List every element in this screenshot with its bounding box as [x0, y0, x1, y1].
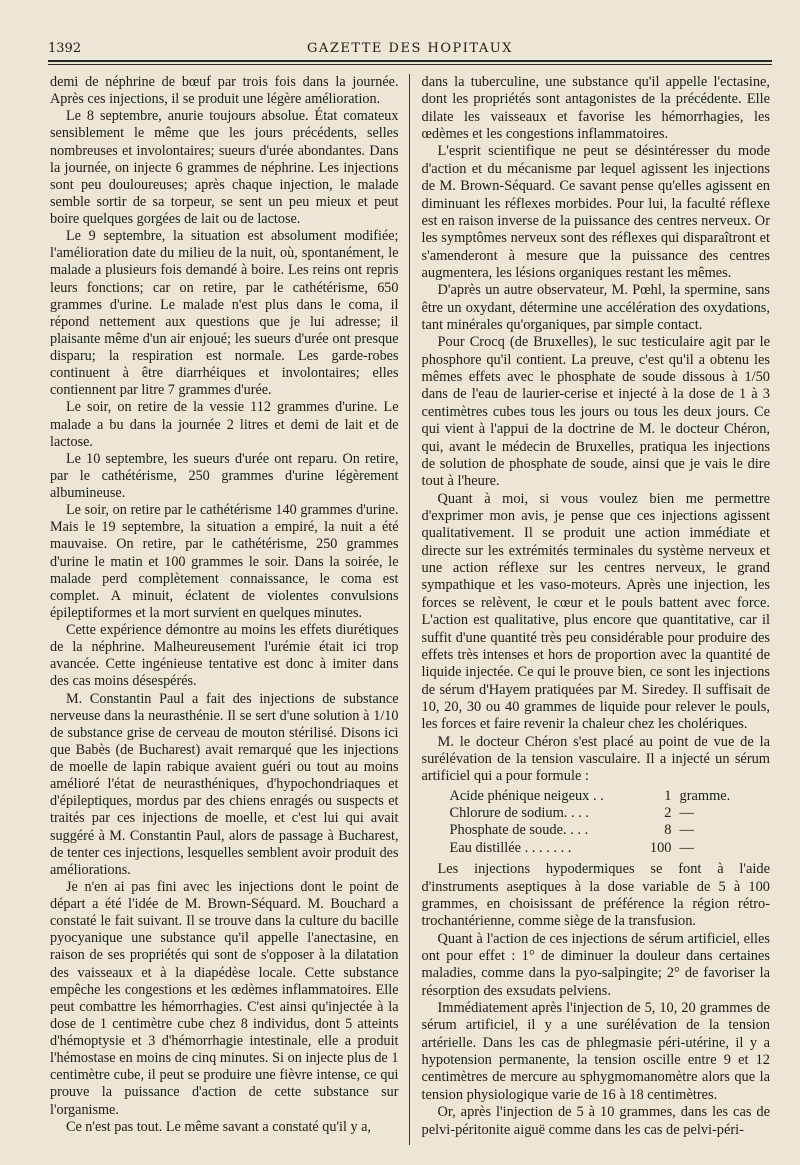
- ingredient-quantity: 1: [664, 787, 672, 804]
- paragraph: Les injections hypodermiques se font à l'aide d'instruments aseptiques à la dose variable de 5 à 100 grammes, en choisissant de préférence la région rétro-trochantérienne, comme siège de la transfusion.: [421, 861, 770, 930]
- paragraph: Quant à moi, si vous voulez bien me permettre d'exprimer mon avis, je pense que ces injections agissent qualitativement. Il se produit une action immédiate et directe sur les extrémités terminales du système nerveux et une action réflexe sur les centres nerveux, le grand sympathique et les vaso-moteurs. Après une injection, les forces se relèvent, le cœur et le pouls battent avec force. L'action est qualitative, plus encore que quantitative, car il suffit d'une quantité très peu considérable pour produire des effets très intenses et hors de proportion avec la quantité de liquide injectée. Ce qui le prouve bien, ce sont les injections de sérum d'Hayem pratiquées par M. Siredey. Il suffisait de 10, 20, 30 ou 40 grammes de liquide pour relever le pouls, les forces et faire revenir la chaleur chez les cholériques.: [421, 490, 770, 733]
- ingredient-name: Chlorure de sodium. . . .: [449, 805, 589, 822]
- page-header: [48, 30, 772, 56]
- paragraph: Pour Crocq (de Bruxelles), le suc testiculaire agit par le phosphore qu'il contient. La preuve, c'est qu'il a obtenu les mêmes effets avec le phosphate de soude dissous à 1/50 dans de l'eau de laurier-cerise et injecté à la dose de 1 à 3 centimètres cubes tous les jours ou tous les deux jours. Ce qui vient à l'appui de la doctrine de M. le docteur Chéron, qui, avant le médecin de Bruxelles, pratiqua les injections de solution de phosphate de soude, ainsi que je vais le dire tout à l'heure.: [421, 334, 770, 490]
- paragraph: M. le docteur Chéron s'est placé au point de vue de la surélévation de la tension vasculaire. Il a injecté un sérum artificiel qui a pour formule :: [421, 733, 770, 785]
- header-rule: [48, 60, 772, 65]
- ingredient-quantity: 8: [664, 822, 672, 839]
- ingredient-name: Eau distillée . . . . . . .: [449, 839, 572, 856]
- paragraph: Ce n'est pas tout. Le même savant a constaté qu'il y a,: [66, 1118, 371, 1135]
- paragraph: Immédiatement après l'injection de 5, 10, 20 grammes de sérum artificiel, il y a une surélévation de la tension artérielle. Dans les cas de phlegmasie péri-utérine, il y a hypotension permanente, la tension oscille entre 9 et 12 centimètres de mercure au sphygmomanomètre alors que la tension physiologique varie de 16 à 18 centimètres.: [421, 1000, 770, 1103]
- ingredient-quantity: 2: [664, 805, 672, 822]
- formula-row: [450, 840, 750, 857]
- ingredient-unit: —: [679, 839, 694, 856]
- paragraph: D'après un autre observateur, M. Pœhl, la spermine, sans être un oxydant, détermine une accélération des oxydations, tant minérales qu'organiques, par simple contact.: [421, 282, 770, 334]
- ingredient-unit: gramme.: [679, 787, 731, 804]
- ingredient-name: Phosphate de soude. . . .: [449, 822, 589, 839]
- right-column: [409, 74, 771, 1145]
- ingredient-quantity: 100: [649, 839, 672, 856]
- paragraph: Quant à l'action de ces injections de sérum artificiel, elles ont pour effet : 1° de diminuer la douleur dans certaines maladies, comme dans la pyo-salpingite; 2° de favoriser la résorption des exsudats pelviens.: [421, 930, 770, 999]
- paragraph: Je n'en ai pas fini avec les injections dont le point de départ a été l'idée de M. Brown-Séquard. M. Bouchard a constaté le fait suivant. Il se trouve dans la culture du bacille pyocyanique une substance qu'il appelle l'anectasine, en raison de ses propriétés qui sont de s'opposer à la dilatation des vaisseaux et à la diapédèse locale. Cette substance empêche les congestions et les œdèmes inflammatoires. Elle peut combattre les hémorrhagies. C'est ainsi qu'injectée à la dose de 1 centimètre cube chez 8 individus, dont 5 atteints d'hémoptysie et 3 d'hémorrhagie intestinale, elle a produit l'hémostase en moins de cinq minutes. Si on injecte plus de 1 centimètre cube, il peut se produire une fièvre intense, ce qui prouve la puissance d'action de cette substance sur l'organisme.: [50, 878, 399, 1118]
- paragraph: Le soir, on retire par le cathétérisme 140 grammes d'urine. Mais le 19 septembre, la situation a empiré, la nuit a été mauvaise. On retire, par le cathétérisme, 250 grammes d'urine le matin et 100 grammes le soir. Dans la soirée, le malade perd complètement connaissance, le coma est complet. A minuit, éclatent de violentes convulsions épileptiformes et la mort survient en quelques minutes.: [50, 502, 399, 621]
- paragraph: Le soir, on retire de la vessie 112 grammes d'urine. Le malade a bu dans la journée 2 litres et demi de lait et de lactose.: [50, 399, 399, 450]
- paragraph: L'esprit scientifique ne peut se désintéresser du mode d'action et du mécanisme par lequel agissent les injections de M. Brown-Séquard. Ce savant pense qu'elles agissent en diminuant les réflexes morbides. Pour lui, la faculté réflexe est en raison inverse de la puissance des centres nerveux. Or les symptômes nerveux sont des réflexes qui disparaîtront et s'amenderont à mesure que la puissance des centres augmentera, les lésions organiques restant les mêmes.: [421, 143, 770, 281]
- formula-row: [450, 788, 750, 805]
- paragraph: dans la tuberculine, une substance qu'il appelle l'ectasine, dont les propriétés sont antagonistes de la précédente. Elle dilate les vaisseaux et favorise les hémorrhagies, les œdèmes et les congestions inflammatoires.: [421, 74, 770, 143]
- paragraph: Le 10 septembre, les sueurs d'urée ont reparu. On retire, par le cathétérisme, 250 grammes d'urine légèrement albumineuse.: [50, 450, 399, 501]
- paragraph: Le 8 septembre, anurie toujours absolue. État comateux sensiblement le même que les jours précédents, selles nombreuses et involontaires; sueurs d'urée abondantes. Dans la journée, on injecte 6 grammes de néphrine. Les injections sont peu douloureuses; après chaque injection, le malade semble sortir de sa torpeur, se sent un peu mieux et peut boire quelques gorgées de lait ou de lactose.: [50, 108, 399, 227]
- text-columns: [50, 74, 770, 1145]
- paragraph: Le 9 septembre, la situation est absolument modifiée; l'amélioration date du milieu de la nuit, où, spontanément, le malade a plusieurs fois demandé à boire. Les reins ont repris leurs fonctions; car on retire, par le cathétérisme, 650 grammes d'urine. Le malade n'est plus dans le coma, il répond nettement aux questions que je lui adresse; il plaisante même d'un air enjoué; les sueurs d'urée ont presque disparu; la respiration est normale. Les garde-robes continuent à être diarrhéiques et involontaires; elles contiennent par litre 7 grammes d'urée.: [50, 228, 399, 399]
- page-number: 1392: [48, 41, 82, 56]
- paragraph: Or, après l'injection de 5 à 10 grammes, dans les cas de pelvi-péritonite aiguë comme dans les cas de pelvi-péri-: [421, 1104, 770, 1138]
- paragraph: demi de néphrine de bœuf par trois fois dans la journée. Après ces injections, il se produit une légère amélioration.: [50, 74, 399, 108]
- ingredient-unit: —: [679, 822, 694, 839]
- ingredient-name: Acide phénique neigeux . .: [449, 787, 604, 804]
- formula-row: [450, 805, 750, 822]
- serum-formula-table: [450, 788, 750, 857]
- paragraph: Cette expérience démontre au moins les effets diurétiques de la néphrine. Malheureusement l'urémie était ici trop avancée. Cette ingénieuse tentative est donc à imiter dans des cas moins désespérés.: [50, 622, 399, 690]
- running-head: GAZETTE DES HOPITAUX: [307, 41, 513, 56]
- left-column: [50, 74, 409, 1145]
- formula-row: [450, 822, 750, 839]
- ingredient-unit: —: [679, 805, 694, 822]
- paragraph: M. Constantin Paul a fait des injections de substance nerveuse dans la neurasthénie. Il se sert d'une solution à 1/10 de substance grise de cerveau de mouton stérilisé. Disons ici que Babès (de Bucharest) avait remarqué que les injections de moelle de lapin rabique avaient guéri ou tout au moins amélioré l'état de neurasthéniques, d'hypochondriaques et d'épileptiques, mordus par des chiens enragés ou suspects et traités par ces injections de moelle, et c'est lui qui avait suggéré à M. Constantin Paul, alors de passage à Bucharest, de tenter ces injections, lesquelles semblent avoir produit des améliorations.: [50, 690, 399, 878]
